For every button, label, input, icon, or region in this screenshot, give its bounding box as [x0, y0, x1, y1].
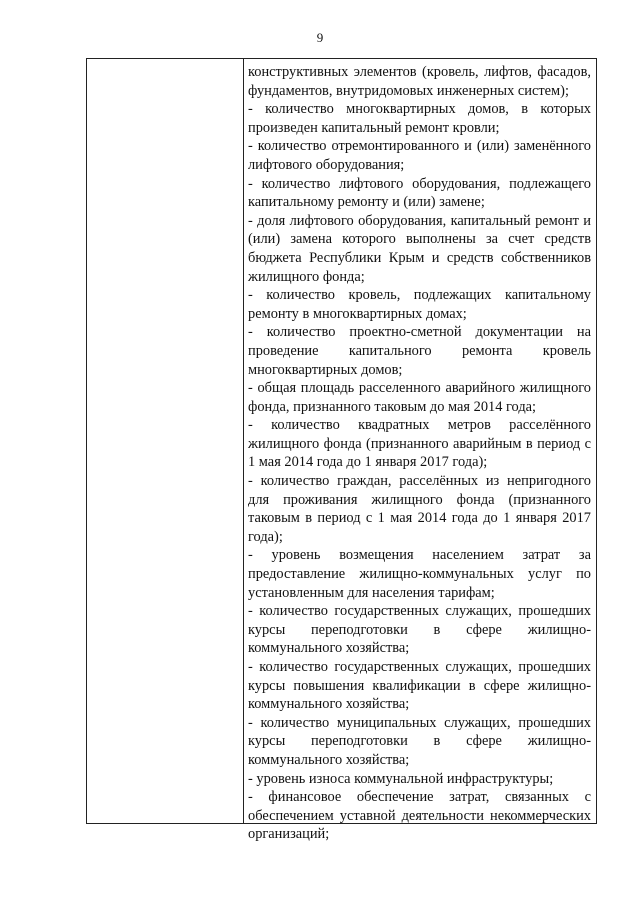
page-number: 9: [316, 30, 324, 45]
indicator-item: - количество муниципальных служащих, прошедших курсы переподготовки в сфере жилищно-коммунального хозяйства;: [248, 714, 591, 768]
indicators-cell: [248, 63, 591, 844]
indicator-item: - количество квадратных метров расселённого жилищного фонда (признанного аварийным в период с 1 мая 2014 года до 1 января 2017 года);: [248, 417, 591, 471]
indicator-item: конструктивных элементов (кровель, лифтов, фасадов, фундаментов, внутридомовых инженерных систем);: [248, 64, 591, 99]
indicator-item: - количество многоквартирных домов, в которых произведен капитальный ремонт кровли;: [248, 101, 591, 136]
indicator-item: - количество лифтового оборудования, подлежащего капитальному ремонту и (или) замене;: [248, 175, 591, 211]
indicator-item: - количество проектно-сметной документации на проведение капитального ремонта кровель многоквартирных домов;: [248, 324, 591, 378]
indicator-item: - доля лифтового оборудования, капитальный ремонт и (или) замена которого выполнены за счет средств бюджета Республики Крым и средств собственников жилищного фонда;: [248, 212, 591, 285]
indicator-item: - количество кровель, подлежащих капитальному ремонту в многоквартирных домах;: [248, 287, 591, 322]
indicator-item: - уровень износа коммунальной инфраструктуры;: [248, 770, 554, 787]
indicator-item: - общая площадь расселенного аварийного жилищного фонда, признанного таковым до мая 2014 года;: [248, 380, 591, 415]
indicators-table: [86, 58, 597, 843]
indicator-item: - финансовое обеспечение затрат, связанных с обеспечением уставной деятельности некоммерческих организаций;: [248, 789, 591, 843]
indicator-item: - уровень возмещения населением затрат за предоставление жилищно-коммунальных услуг по установленным для населения тарифам;: [248, 547, 591, 601]
indicator-item: - количество государственных служащих, прошедших курсы повышения квалификации в сфере жилищно-коммунального хозяйства;: [248, 659, 591, 713]
indicator-item: - количество отремонтированного и (или) заменённого лифтового оборудования;: [248, 138, 591, 173]
indicator-item: - количество государственных служащих, прошедших курсы переподготовки в сфере жилищно-коммунального хозяйства;: [248, 603, 591, 657]
column-divider: [243, 59, 244, 823]
indicator-item: - количество граждан, расселённых из непригодного для проживания жилищного фонда (признанного таковым в период с 1 мая 2014 года до 1 января 2017 года);: [248, 473, 591, 545]
